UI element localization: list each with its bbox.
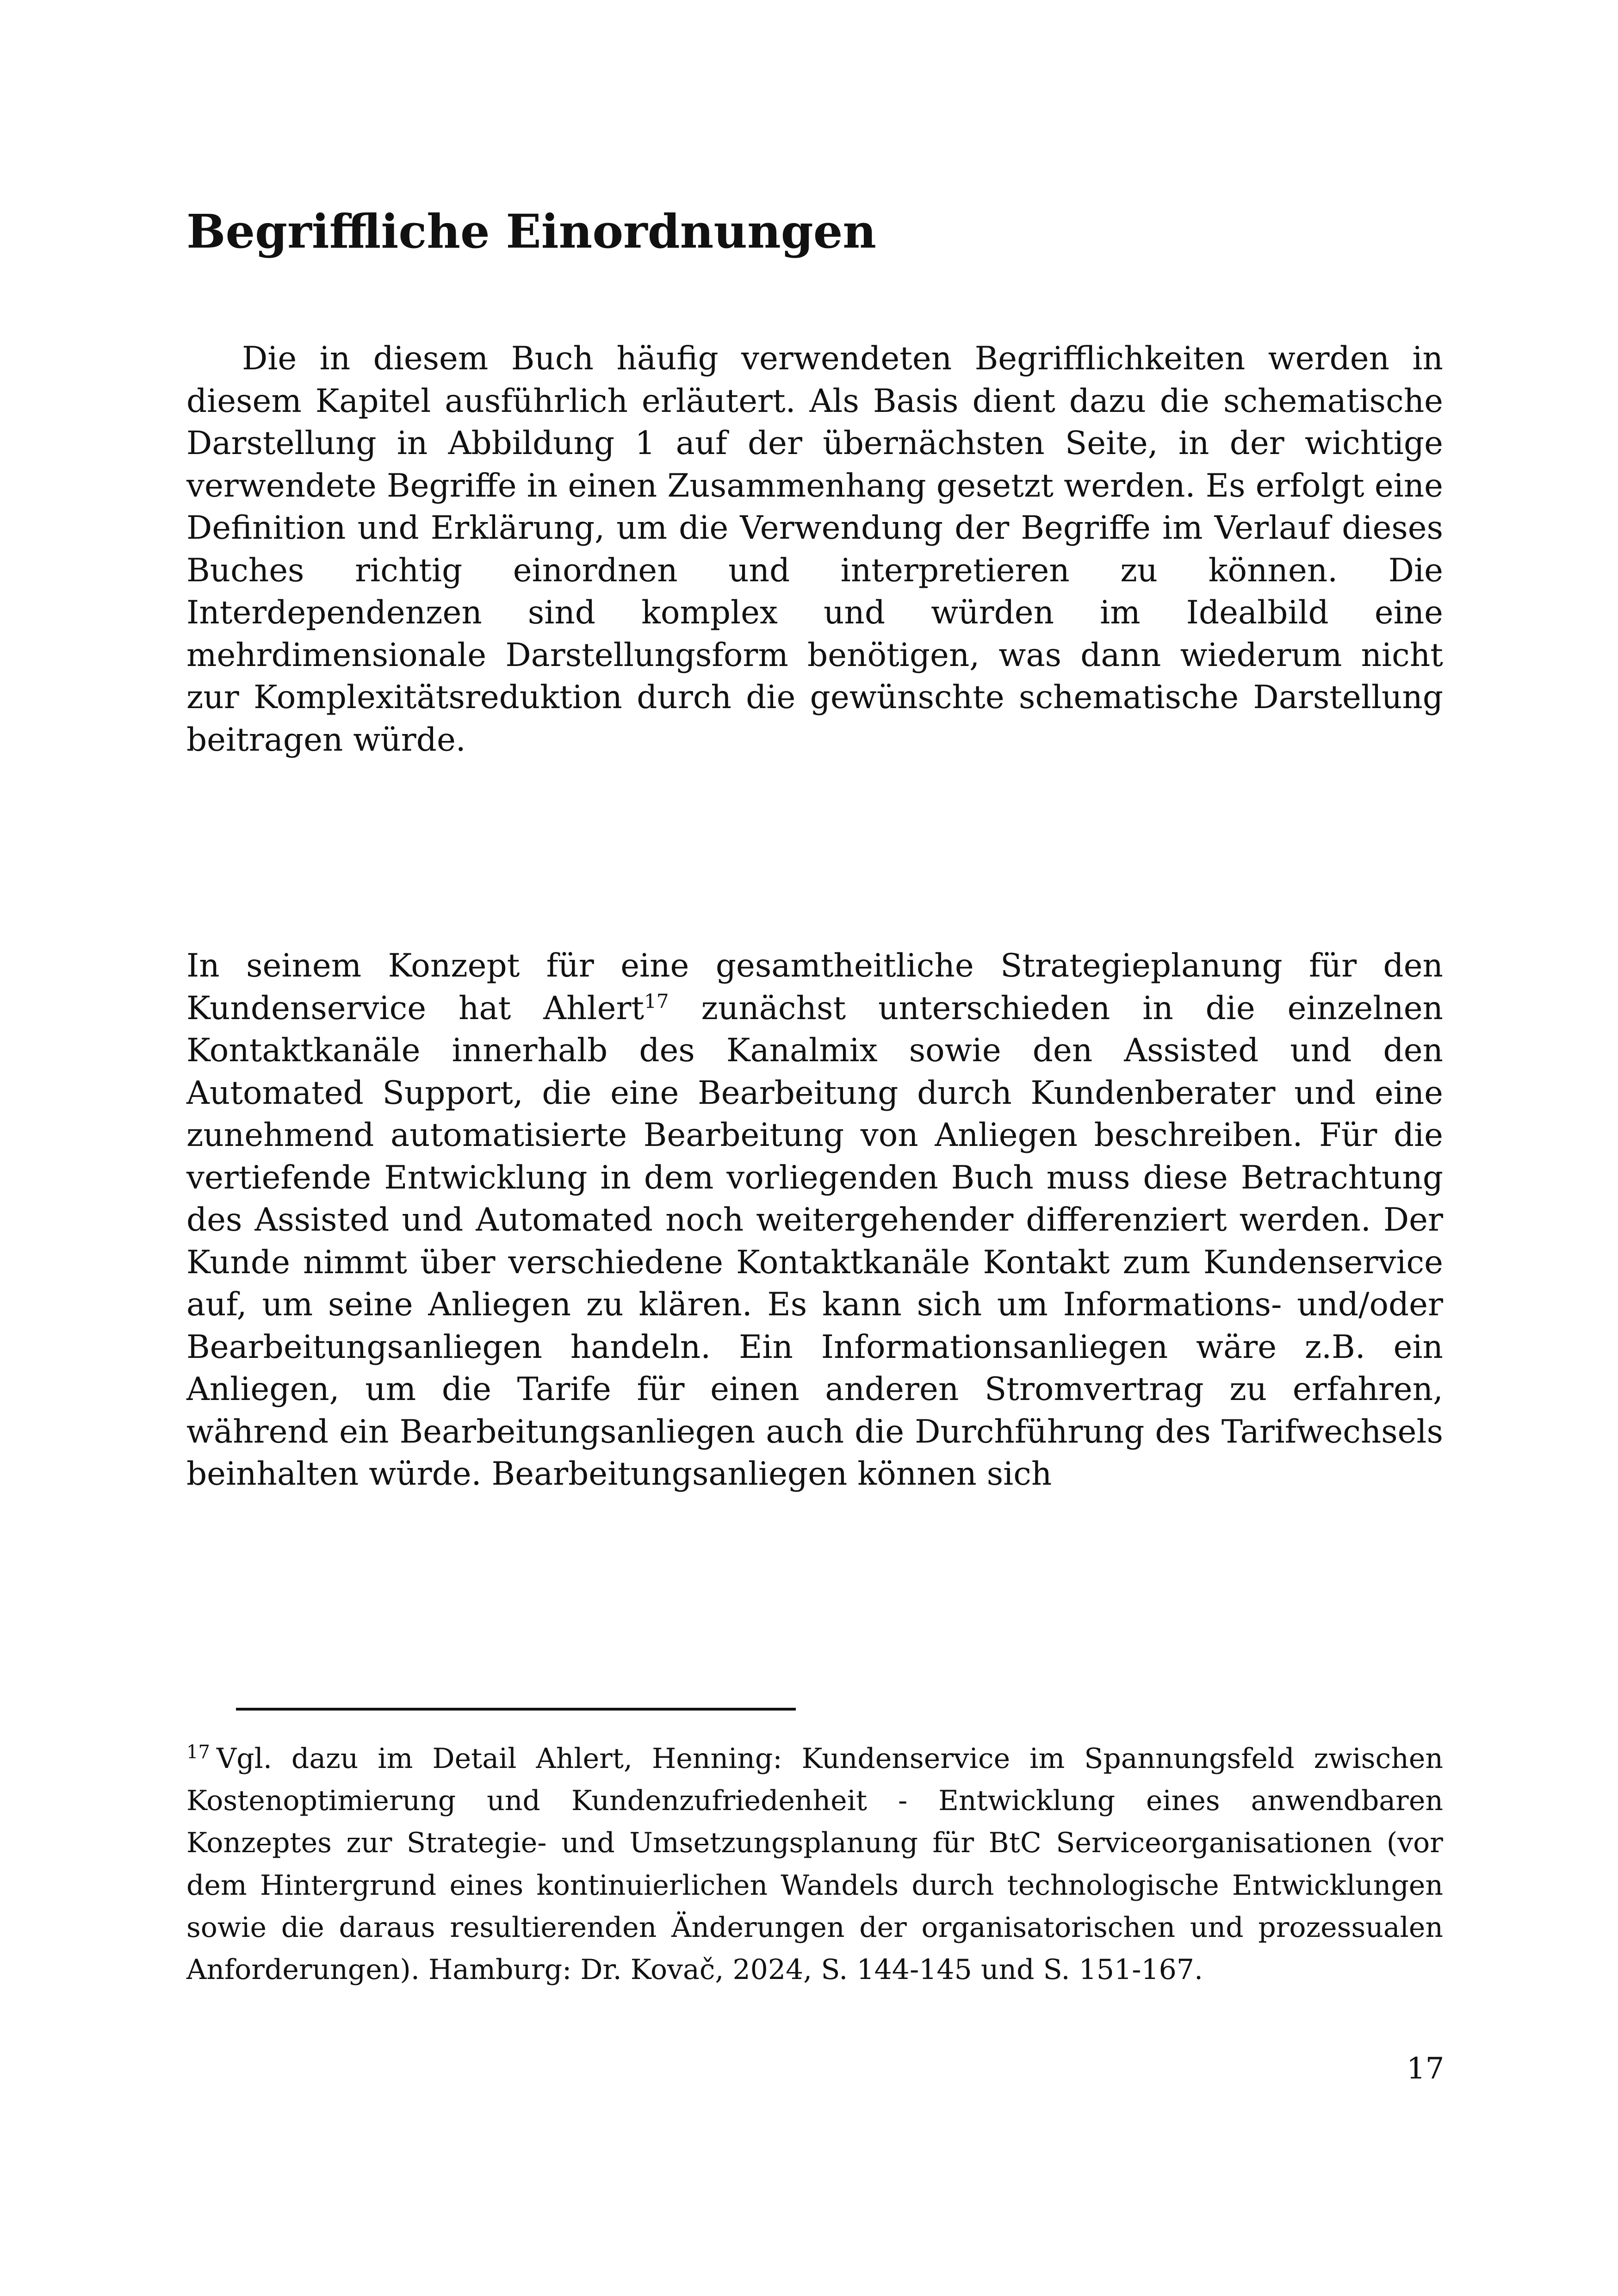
paragraph-2-text-end: zunächst unterschieden in die einzelnen Kontaktkanäle innerhalb des Kanalmix sowie den Assisted und den Automated Support, die eine Bearbeitung durch Kundenberater und eine zunehmend automatisierte Bearbeitung von Anliegen beschreiben. Für die vertiefende Entwicklung in dem vorliegenden Buch muss diese Betrachtung des Assisted und Automated noch weitergehender differenziert werden. Der Kunde nimmt über verschiedene Kontaktkanäle Kontakt zum Kundenservice auf, um seine Anliegen zu klären. Es kann sich um Informations- und/oder Bearbeitungsanliegen handeln. Ein Informationsanliegen wäre z.B. ein Anliegen, um die Tarife für einen anderen Stromvertrag zu erfahren, während ein Bearbeitungsanliegen auch die Durchführung des Tarifwechsels beinhalten würde. Bearbeitungsanliegen können sich bbox=[186, 989, 1443, 1493]
body-paragraph-1: Die in diesem Buch häufig verwendeten Begrifflichkeiten werden in diesem Kapitel ausführlich erläutert. Als Basis dient dazu die schematische Darstellung in Abbildung 1 auf der übernächsten Seite, in der wichtige verwendete Begriffe in einen Zusammenhang gesetzt werden. Es erfolgt eine Definition und Erklärung, um die Verwendung der Begriffe im Verlauf dieses Buches richtig einordnen und interpretieren zu können. Die Interdependenzen sind komplex und würden im Idealbild eine mehrdimensionale Darstellungsform benötigen, was dann wiederum nicht zur Komplexitätsreduktion durch die gewünschte schematische Darstellung beitragen würde. bbox=[186, 340, 1443, 759]
page-number: 17 bbox=[1407, 2052, 1444, 2086]
footnote bbox=[186, 1738, 1443, 1991]
footnote-reference: 17 bbox=[644, 989, 669, 1013]
main-content bbox=[186, 199, 1443, 1493]
paragraph-2-text-start: In seinem Konzept für eine gesamtheitliche Strategieplanung für den Kundenservice hat Ahlert bbox=[186, 947, 1443, 1027]
body-paragraph-2 bbox=[186, 945, 1443, 1496]
footnote-number: 17 bbox=[186, 1742, 210, 1763]
footnote-separator-line bbox=[236, 1708, 796, 1711]
chapter-heading: Begriffliche Einordnungen bbox=[186, 204, 877, 259]
footnote-text: Vgl. dazu im Detail Ahlert, Henning: Kundenservice im Spannungsfeld zwischen Kostenoptimierung und Kundenzufriedenheit - Entwicklung eines anwendbaren Konzeptes zur Strategie- und Umsetzungsplanung für BtC Serviceorganisationen (vor dem Hintergrund eines kontinuierlichen Wandels durch technologische Entwicklungen sowie die daraus resultierenden Änderungen der organisatorischen und prozessualen Anforderungen). Hamburg: Dr. Kovač, 2024, S. 144-145 und S. 151-167. bbox=[186, 1742, 1443, 1986]
